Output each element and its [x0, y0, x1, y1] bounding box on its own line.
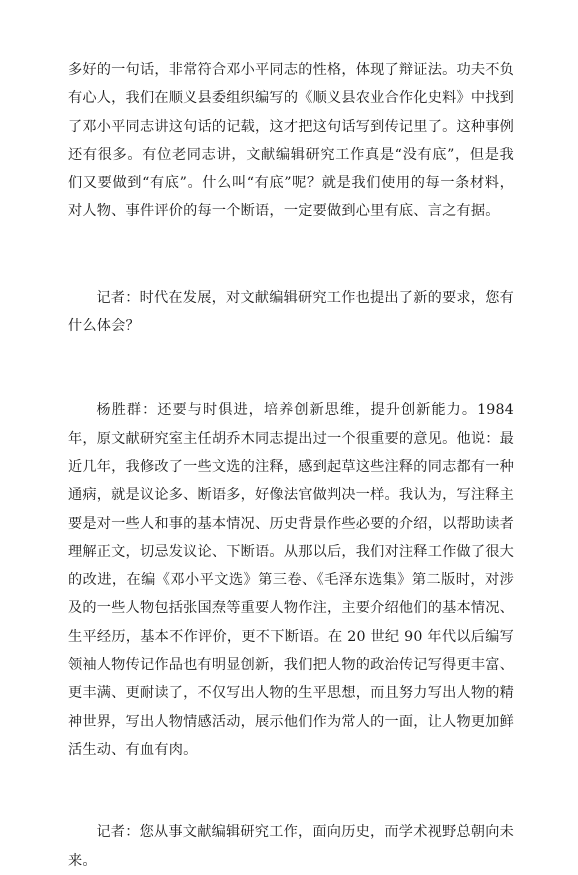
paragraph-interview-answer: 杨胜群：还要与时俱进，培养创新思维，提升创新能力。1984 年，原文献研究室主任胡乔木同志提出过一个很重要的意见。他说：最近几年，我修改了一些文选的注释，感到起草这些注释的同志都有一种通病，就是议论多、断语多，好像法官做判决一样。我认为，写注释主要是对一些人和事的基本情况、历史背景作些必要的介绍，以帮助读者理解正文，切忌发议论、下断语。从那以后，我们对注释工作做了很大的改进，在编《邓小平文选》第三卷、《毛泽东选集》第二版时，对涉及的一些人物包括张国焘等重要人物作注，主要介绍他们的基本情况、生平经历，基本不作评价，更不下断语。在 20 世纪 90 年代以后编写领袖人物传记作品也有明显创新，我们把人物的政治传记写得更丰富、更丰满、更耐读了，不仅写出人物的生平思想，而且努力写出人物的精神世界，写出人物情感活动，展示他们作为常人的一面，让人物更加鲜活生动、有血有肉。	[68, 402, 515, 758]
paragraph-interview-answer-continued: 多好的一句话，非常符合邓小平同志的性格，体现了辩证法。功夫不负有心人，我们在顺义县委组织编写的《顺义县农业合作化史料》中找到了邓小平同志讲这句话的记载，这才把这句话写到传记里了。这种事例还有很多。有位老同志讲，文献编辑研究工作真是“没有底”，但是我们又要做到“有底”。什么叫“有底”呢？就是我们使用的每一条材料，对人物、事件评价的每一个断语，一定要做到心里有底、言之有据。	[68, 62, 515, 220]
paragraph-reporter-question: 记者：时代在发展，对文献编辑研究工作也提出了新的要求，您有什么体会？	[68, 289, 514, 335]
document-page	[68, 56, 514, 875]
paragraph-reporter-question: 记者：您从事文献编辑研究工作，面向历史，而学术视野总朝向未来。	[68, 824, 514, 869]
